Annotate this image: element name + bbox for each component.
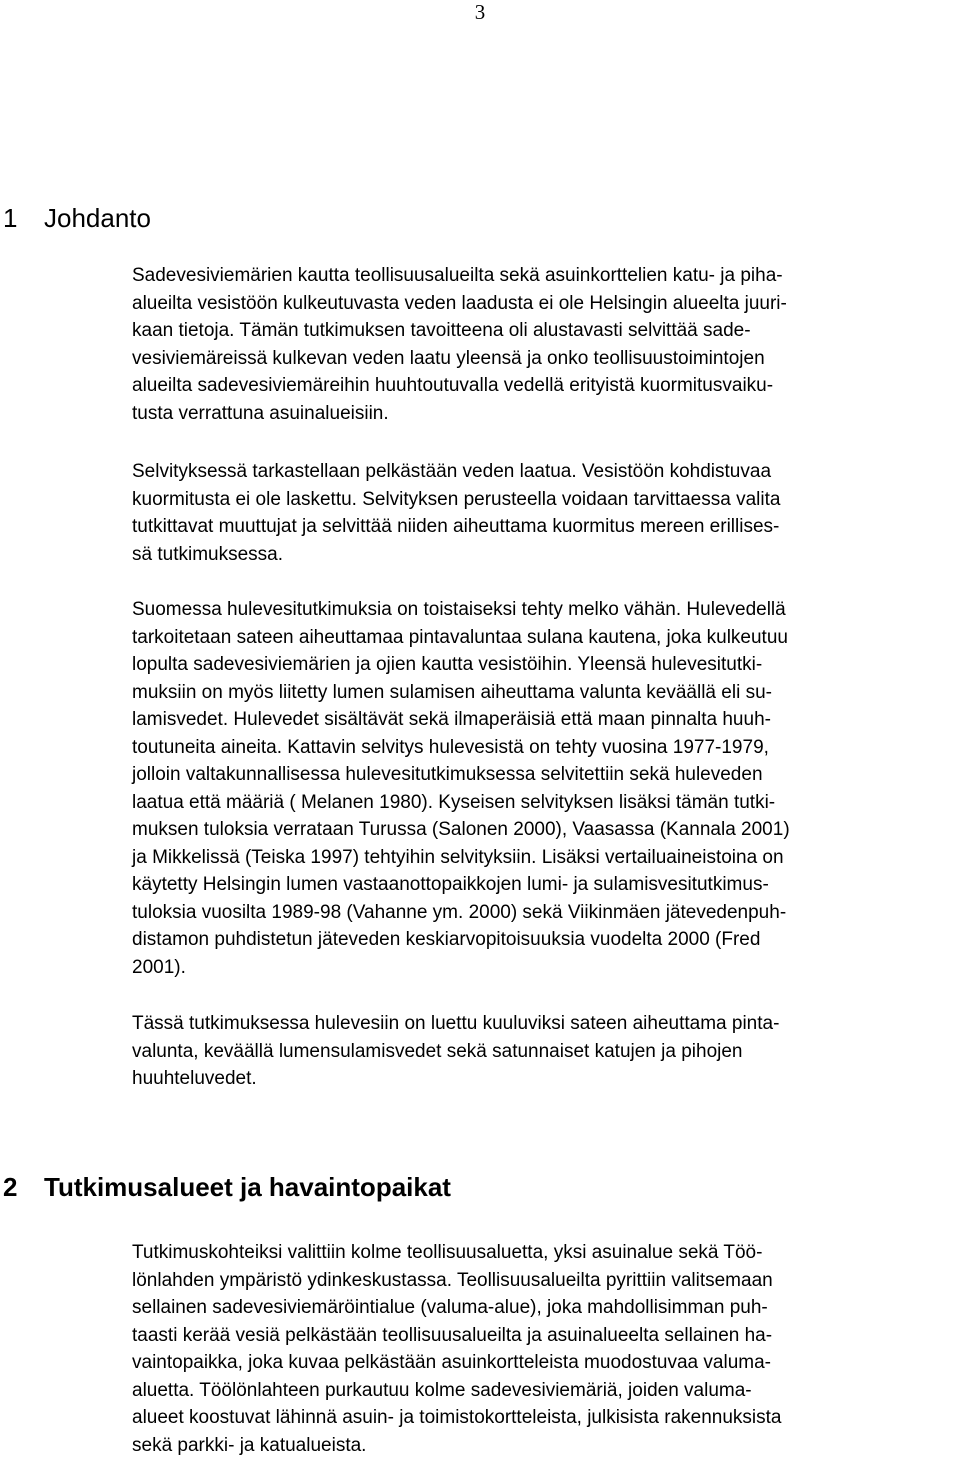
text-line: ja Mikkelissä (Teiska 1997) tehtyihin selvityksiin. Lisäksi vertailuaineistoina on	[132, 844, 954, 872]
text-line: muksiin on myös liitetty lumen sulamisen aiheuttama valunta keväällä eli su-	[132, 679, 954, 707]
paragraph-scope	[132, 458, 954, 568]
text-line: kuormitusta ei ole laskettu. Selvityksen perusteella voidaan tarvittaessa valita	[132, 486, 954, 514]
text-line: toutuneita aineita. Kattavin selvitys hulevesistä on tehty vuosina 1977-1979,	[132, 734, 954, 762]
text-line: jolloin valtakunnallisessa hulevesitutkimuksessa selvitettiin sekä huleveden	[132, 761, 954, 789]
text-line: sä tutkimuksessa.	[132, 541, 954, 569]
text-line: Tässä tutkimuksessa hulevesiin on luettu kuuluviksi sateen aiheuttama pintа-	[132, 1010, 954, 1038]
text-line: Selvityksessä tarkastellaan pelkästään veden laatua. Vesistöön kohdistuvaa	[132, 458, 954, 486]
text-line: tuloksia vuosilta 1989-98 (Vahanne ym. 2000) sekä Viikinmäen jätevedenpuh-	[132, 899, 954, 927]
text-line: vesiviemäreissä kulkevan veden laatu yleensä ja onko teollisuustoimintojen	[132, 345, 954, 373]
text-line: kaan tietoja. Tämän tutkimuksen tavoitteena oli alustavasti selvittää sade-	[132, 317, 954, 345]
paragraph-study-areas	[132, 1239, 954, 1459]
text-line: 2001).	[132, 954, 954, 982]
paragraph-definition	[132, 1010, 954, 1093]
text-line: tusta verrattuna asuinalueisiin.	[132, 400, 954, 428]
section-number: 2	[3, 1172, 44, 1202]
text-line: Suomessa hulevesitutkimuksia on toistaiseksi tehty melko vähän. Hulevedellä	[132, 596, 954, 624]
text-line: distamon puhdistetun jäteveden keskiarvopitoisuuksia vuodelta 2000 (Fred	[132, 926, 954, 954]
section-title: Tutkimusalueet ja havaintopaikat	[44, 1172, 451, 1202]
text-line: Tutkimuskohteiksi valittiin kolme teollisuusaluetta, yksi asuinalue sekä Töö-	[132, 1239, 954, 1267]
text-line: tarkoitetaan sateen aiheuttamaa pintavaluntaa sulana kautena, joka kulkeutuu	[132, 624, 954, 652]
text-line: sellainen sadevesiviemäröintialue (valuma-alue), joka mahdollisimman puh-	[132, 1294, 954, 1322]
section-heading-johdanto	[3, 203, 151, 233]
section-number: 1	[3, 203, 44, 233]
text-line: huuhteluvedet.	[132, 1065, 954, 1093]
paragraph-background	[132, 596, 954, 981]
text-line: vaintopaikka, joka kuvaa pelkästään asuinkortteleista muodostuvaa valuma-	[132, 1349, 954, 1377]
paragraph-intro	[132, 262, 954, 427]
text-line: lamisvedet. Hulevedet sisältävät sekä ilmaperäisiä että maan pinnalta huuh-	[132, 706, 954, 734]
section-title: Johdanto	[44, 203, 151, 233]
text-line: lönlahden ympäristö ydinkeskustassa. Teollisuusalueilta pyrittiin valitsemaan	[132, 1267, 954, 1295]
text-line: Sadevesiviemärien kautta teollisuusalueilta sekä asuinkorttelien katu- ja piha-	[132, 262, 954, 290]
text-line: valunta, keväällä lumensulamisvedet sekä satunnaiset katujen ja pihojen	[132, 1038, 954, 1066]
page-number: 3	[0, 0, 960, 24]
text-line: sekä parkki- ja katualueista.	[132, 1432, 954, 1459]
text-line: laatua että määriä ( Melanen 1980). Kyseisen selvityksen lisäksi tämän tutki-	[132, 789, 954, 817]
text-line: alueilta sadevesiviemäreihin huuhtoutuvalla vedellä erityistä kuormitusvaiku-	[132, 372, 954, 400]
text-line: aluetta. Töölönlahteen purkautuu kolme sadevesiviemäriä, joiden valuma-	[132, 1377, 954, 1405]
text-line: tutkittavat muuttujat ja selvittää niiden aiheuttama kuormitus mereen erillises-	[132, 513, 954, 541]
text-line: taasti kerää vesiä pelkästään teollisuusalueilta ja asuinalueelta sellainen ha-	[132, 1322, 954, 1350]
text-line: käytetty Helsingin lumen vastaanottopaikkojen lumi- ja sulamisvesitutkimus-	[132, 871, 954, 899]
text-line: alueet koostuvat lähinnä asuin- ja toimistokortteleista, julkisista rakennuksista	[132, 1404, 954, 1432]
text-line: alueilta vesistöön kulkeutuvasta veden laadusta ei ole Helsingin alueelta juuri-	[132, 290, 954, 318]
text-line: muksen tuloksia verrataan Turussa (Salonen 2000), Vaasassa (Kannala 2001)	[132, 816, 954, 844]
section-heading-tutkimusalueet	[3, 1172, 451, 1202]
text-line: lopulta sadevesiviemärien ja ojien kautta vesistöihin. Yleensä hulevesitutki-	[132, 651, 954, 679]
